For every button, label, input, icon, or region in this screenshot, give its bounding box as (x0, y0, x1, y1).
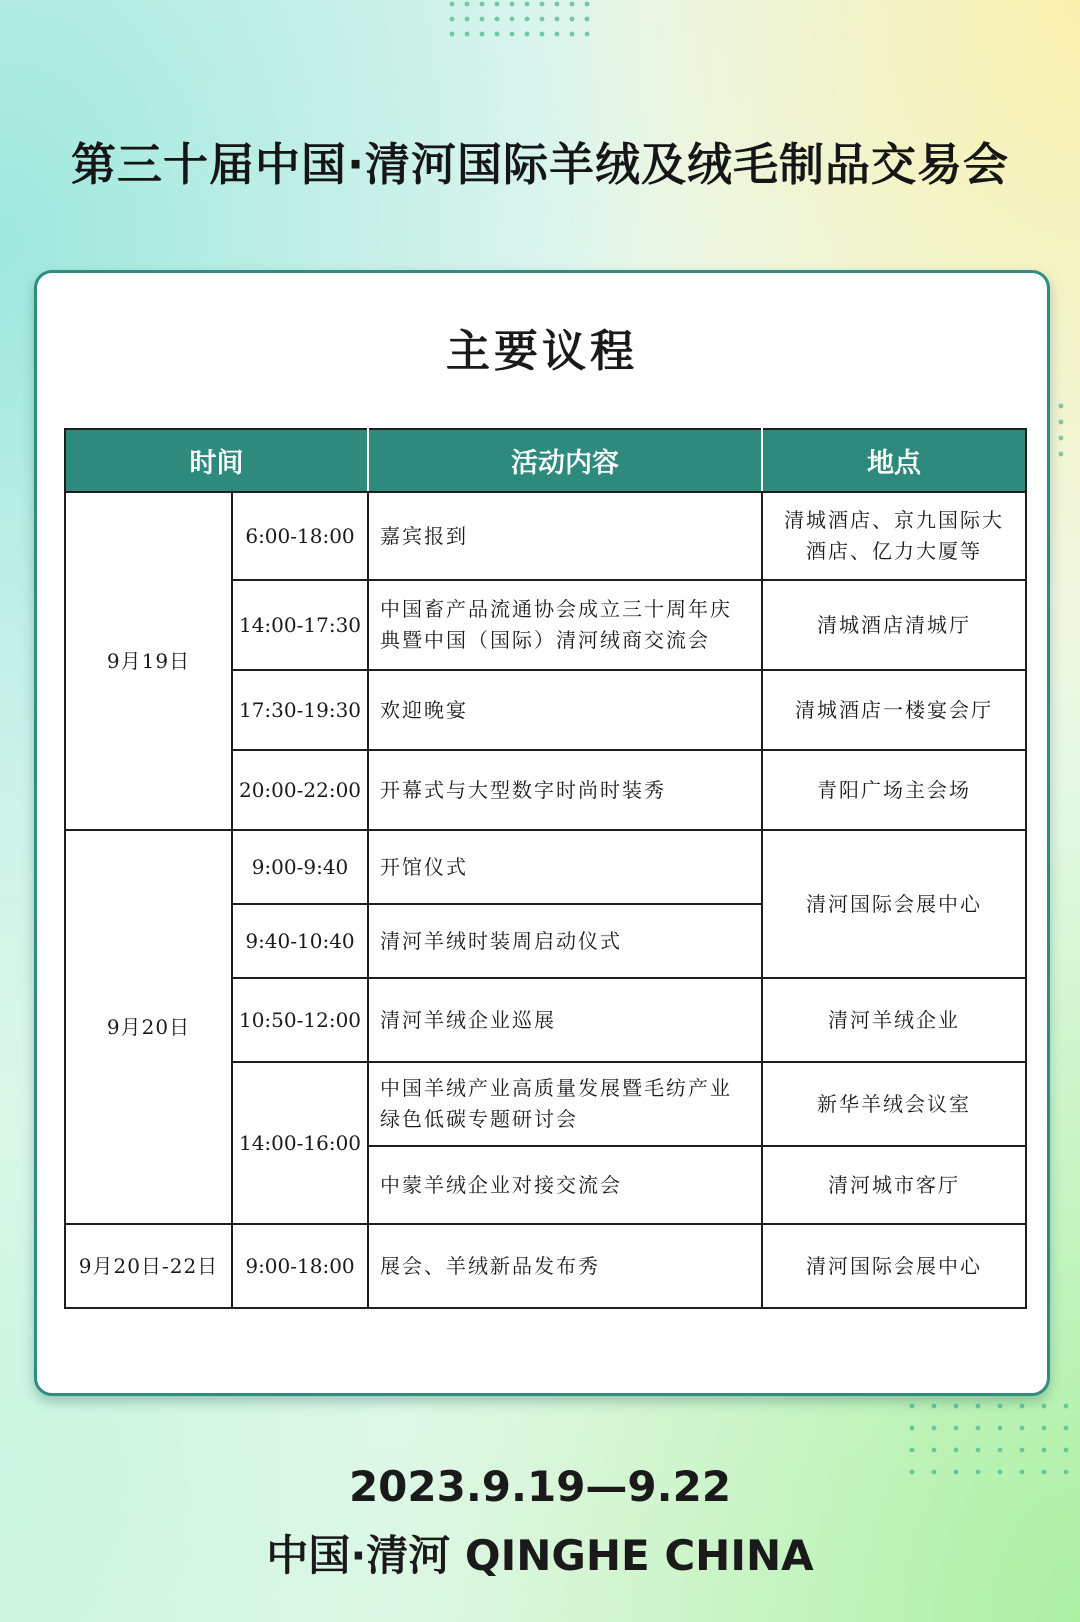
decorative-dot (495, 32, 500, 37)
date-cell: 9月19日 (65, 492, 232, 830)
decorative-dot (450, 2, 455, 7)
activity-cell: 中国畜产品流通协会成立三十周年庆典暨中国（国际）清河绒商交流会 (368, 580, 762, 670)
activity-cell: 中国羊绒产业高质量发展暨毛纺产业绿色低碳专题研讨会 (368, 1062, 762, 1146)
decorative-dot (555, 32, 560, 37)
decorative-dot (1064, 1404, 1069, 1409)
activity-cell: 清河羊绒企业巡展 (368, 978, 762, 1062)
decorative-dot (1059, 404, 1064, 409)
decorative-dot (465, 17, 470, 22)
location-cell: 清城酒店清城厅 (762, 580, 1026, 670)
decorative-dot (1059, 420, 1064, 425)
decorative-dot (998, 1448, 1003, 1453)
event-place: 中国·清河 QINGHE CHINA (266, 1531, 814, 1580)
header-time: 时间 (65, 429, 368, 492)
location-cell: 清河羊绒企业 (762, 978, 1026, 1062)
decorative-dot (480, 32, 485, 37)
location-cell: 清河国际会展中心 (762, 830, 1026, 978)
time-cell: 9:40-10:40 (232, 904, 368, 978)
activity-cell: 中蒙羊绒企业对接交流会 (368, 1146, 762, 1224)
decorative-dot (540, 32, 545, 37)
decorative-dot (465, 32, 470, 37)
decorative-dot (585, 17, 590, 22)
decorative-dot (540, 2, 545, 7)
decorative-dot (465, 2, 470, 7)
decorative-dot (954, 1448, 959, 1453)
decorative-dot (555, 2, 560, 7)
decorative-dots-top (448, 0, 598, 60)
time-cell: 17:30-19:30 (232, 670, 368, 750)
decorative-dot (910, 1426, 915, 1431)
decorative-dot (932, 1404, 937, 1409)
decorative-dot (910, 1448, 915, 1453)
decorative-dot (998, 1404, 1003, 1409)
decorative-dot (510, 2, 515, 7)
decorative-dot (1042, 1404, 1047, 1409)
decorative-dot (540, 17, 545, 22)
decorative-dot (1042, 1426, 1047, 1431)
section-title: 主要议程 (446, 326, 638, 377)
decorative-dot (976, 1404, 981, 1409)
agenda-table (64, 428, 1027, 1309)
decorative-dot (976, 1448, 981, 1453)
table-row (65, 492, 1026, 580)
decorative-dot (976, 1426, 981, 1431)
table-row (65, 830, 1026, 904)
decorative-dot (585, 2, 590, 7)
decorative-dot (932, 1448, 937, 1453)
date-cell: 9月20日-22日 (65, 1224, 232, 1308)
location-cell: 青阳广场主会场 (762, 750, 1026, 830)
event-dates: 2023.9.19—9.22 (348, 1462, 732, 1511)
decorative-dot (525, 2, 530, 7)
decorative-dot (954, 1426, 959, 1431)
activity-cell: 展会、羊绒新品发布秀 (368, 1224, 762, 1308)
table-header-row (65, 429, 1026, 492)
decorative-dot (525, 32, 530, 37)
decorative-dot (932, 1426, 937, 1431)
table-row (65, 1224, 1026, 1308)
location-cell: 清城酒店、京九国际大酒店、亿力大厦等 (762, 492, 1026, 580)
event-title: 第三十届中国·清河国际羊绒及绒毛制品交易会 (70, 138, 1010, 191)
decorative-dot (555, 17, 560, 22)
decorative-dot (1064, 1448, 1069, 1453)
decorative-dot (1020, 1426, 1025, 1431)
time-cell: 9:00-9:40 (232, 830, 368, 904)
decorative-dot (450, 32, 455, 37)
decorative-dot (495, 17, 500, 22)
location-cell: 清河国际会展中心 (762, 1224, 1026, 1308)
activity-cell: 开馆仪式 (368, 830, 762, 904)
header-activity: 活动内容 (368, 429, 762, 492)
decorative-dot (954, 1404, 959, 1409)
decorative-dot (510, 17, 515, 22)
time-cell: 14:00-17:30 (232, 580, 368, 670)
decorative-dot (480, 2, 485, 7)
decorative-dot (1020, 1404, 1025, 1409)
activity-cell: 开幕式与大型数字时尚时装秀 (368, 750, 762, 830)
time-cell: 9:00-18:00 (232, 1224, 368, 1308)
decorative-dot (1064, 1426, 1069, 1431)
decorative-dot (510, 32, 515, 37)
decorative-dot (1059, 452, 1064, 457)
activity-cell: 清河羊绒时装周启动仪式 (368, 904, 762, 978)
decorative-dot (570, 32, 575, 37)
location-cell: 清城酒店一楼宴会厅 (762, 670, 1026, 750)
decorative-dot (480, 17, 485, 22)
decorative-dot (1059, 436, 1064, 441)
activity-cell: 嘉宾报到 (368, 492, 762, 580)
decorative-dot (1042, 1448, 1047, 1453)
decorative-dot (495, 2, 500, 7)
time-cell: 6:00-18:00 (232, 492, 368, 580)
decorative-dot (525, 17, 530, 22)
location-cell: 新华羊绒会议室 (762, 1062, 1026, 1146)
activity-cell: 欢迎晚宴 (368, 670, 762, 750)
header-location: 地点 (762, 429, 1026, 492)
date-cell: 9月20日 (65, 830, 232, 1224)
decorative-dot (570, 17, 575, 22)
decorative-dot (1020, 1448, 1025, 1453)
decorative-dot (910, 1404, 915, 1409)
decorative-dot (998, 1426, 1003, 1431)
time-cell: 14:00-16:00 (232, 1062, 368, 1224)
decorative-dot (570, 2, 575, 7)
decorative-dot (585, 32, 590, 37)
agenda-card (34, 270, 1050, 1396)
time-cell: 20:00-22:00 (232, 750, 368, 830)
time-cell: 10:50-12:00 (232, 978, 368, 1062)
decorative-dot (450, 17, 455, 22)
location-cell: 清河城市客厅 (762, 1146, 1026, 1224)
